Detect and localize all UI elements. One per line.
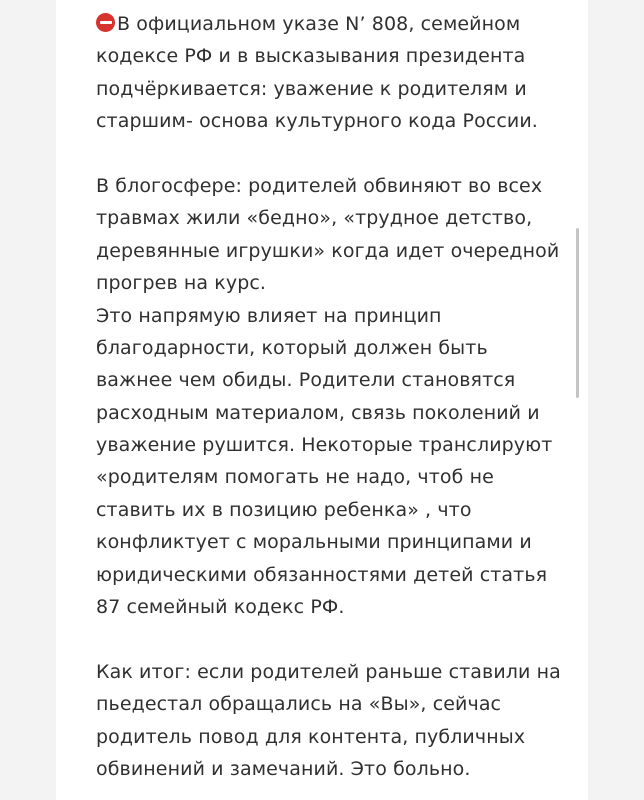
text-line: важнее чем обиды. Родители становятся bbox=[96, 369, 516, 392]
text-line: прогрев на курс. bbox=[96, 272, 267, 295]
text-line: «родителям помогать не надо, чтоб не bbox=[96, 466, 494, 489]
text-line: старшим- основа культурного кода России. bbox=[96, 110, 538, 133]
text-line: кодексе РФ и в высказывания президента bbox=[96, 45, 526, 68]
post-content-area bbox=[56, 0, 588, 800]
text-line: подчёркивается: уважение к родителям и bbox=[96, 77, 527, 100]
text-line: 87 семейный кодекс РФ. bbox=[96, 596, 345, 619]
text-line: юридическими обязанностями детей статья bbox=[96, 563, 548, 586]
text-line: травмах жили «бедно», «трудное детство, bbox=[96, 207, 533, 230]
scrollbar[interactable] bbox=[576, 228, 579, 398]
text-line: пьедестал обращались на «Вы», сейчас bbox=[96, 693, 502, 716]
text-line: деревянные игрушки» когда идет очередной bbox=[96, 239, 560, 262]
text-line: Как итог: если родителей раньше ставили на bbox=[96, 660, 561, 683]
text-line: ставить их в позицию ребенка» , что bbox=[96, 498, 472, 521]
text-line: благодарности, который должен быть bbox=[96, 336, 488, 359]
no-entry-icon bbox=[96, 13, 115, 32]
text-line: конфликтует с моральными принципами и bbox=[96, 531, 532, 554]
text-line: Это напрямую влияет на принцип bbox=[96, 304, 442, 327]
text-line: уважение рушится. Некоторые транслируют bbox=[96, 434, 553, 457]
text-line bbox=[96, 8, 556, 40]
text-line-content: В официальном указе N’ 808, семейном bbox=[117, 13, 521, 35]
text-line: обвинений и замечаний. Это больно. bbox=[96, 757, 471, 780]
text-line: В блогосфере: родителей обвиняют во всех bbox=[96, 174, 543, 197]
text-line: расходным материалом, связь поколений и bbox=[96, 401, 540, 424]
paragraph-gap bbox=[96, 623, 556, 655]
text-line: родитель повод для контента, публичных bbox=[96, 725, 526, 748]
paragraph-gap bbox=[96, 138, 556, 170]
post-text bbox=[96, 8, 561, 785]
